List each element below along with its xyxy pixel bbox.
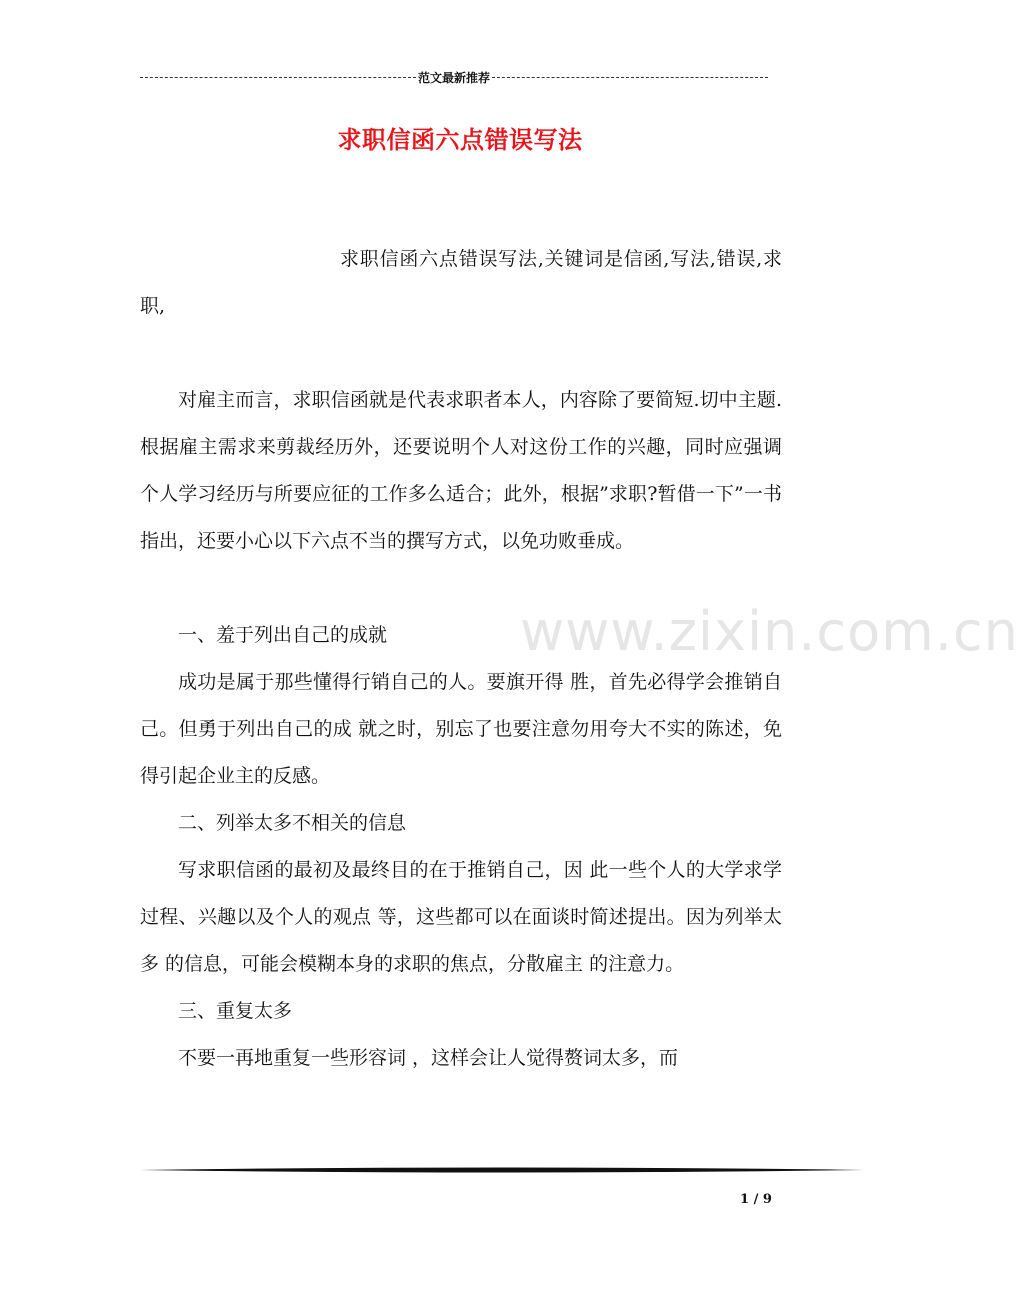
header-dash-right [492, 77, 768, 78]
keywords-paragraph: 求职信函六点错误写法,关键词是信函,写法,错误,求职, [140, 248, 782, 317]
section-body-3: 不要一再地重复一些形容词 ，这样会让人觉得赘词太多，而 [178, 1047, 679, 1069]
section-heading-2: 二、列举太多不相关的信息 [178, 812, 407, 834]
document-title: 求职信函六点错误写法 [337, 125, 583, 154]
intro-paragraph: 对雇主而言，求职信函就是代表求职者本人，内容除了要简短.切中主题.根据雇主需求来剪裁经历外，还要说明个人对这份工作的兴趣，同时应强调个人学习经历与所要应征的工作多么适合；此外，根据”求职?暂借一下”一书指出，还要小心以下六点不当的撰写方式，以免功败垂成。 [140, 389, 782, 552]
section-heading-1: 一、羞于列出自己的成就 [178, 624, 388, 646]
section-heading-3: 三、重复太多 [178, 1000, 293, 1022]
watermark: www.zixin.com.cn [520, 600, 1019, 663]
header-dash-left [140, 77, 416, 78]
section-body-1: 成功是属于那些懂得行销自己的人。要旗开得 胜，首先必得学会推销自己。但勇于列出自己的成 就之时，别忘了也要注意勿用夸大不实的陈述，免 得引起企业主的反感。 [140, 671, 782, 787]
header-label: 范文最新推荐 [418, 70, 491, 85]
footer-rule [140, 1166, 864, 1174]
page-number: 1 / 9 [740, 1192, 772, 1207]
section-body-2: 写求职信函的最初及最终目的在于推销自己，因 此一些个人的大学求学过程、兴趣以及个人的观点 等，这些都可以在面谈时简述提出。因为列举太多 的信息，可能会模糊本身的求职的焦点，分散雇主 的注意力。 [140, 859, 782, 975]
document-body [140, 236, 782, 1082]
page-header [140, 66, 768, 88]
